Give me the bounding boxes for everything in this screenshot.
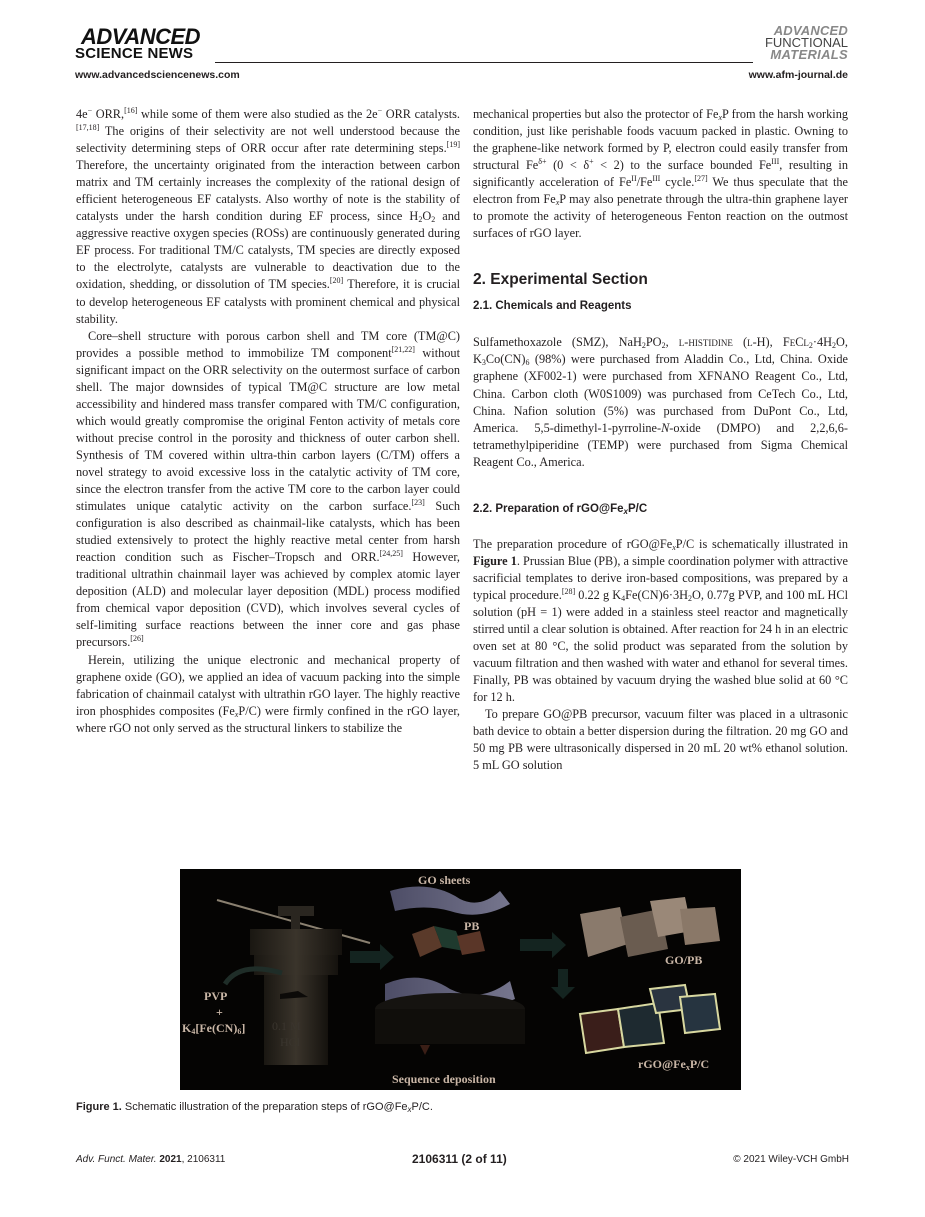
label-pb: PB <box>464 919 480 933</box>
citation-info: Adv. Funct. Mater. 2021, 2106311 <box>76 1154 226 1165</box>
citation[interactable]: [28] <box>561 586 576 596</box>
citation[interactable]: [21,22] <box>391 344 415 354</box>
figure-caption: Figure 1. Schematic illustration of the preparation steps of $rGO@Fe_xP/C$. <box>76 1101 433 1114</box>
subsection-heading: 2.1. Chemicals and Reagents <box>473 300 632 313</box>
paragraph: Core–shell structure with porous carbon shell and TM core (TM@C) provides a possible method to immobilize TM component[21,22] without significant impact on the ORR selectivity on the outermost surface of carbon shell. The major downsides of typical TM@C structure are low metal accessibility and hindered mass transfer compared with TM/C configuration, which would greatly compromise the original Fenton activity of metals core without precise control in the porosity and thickness of outer carbon shell. Synthesis of TM covered within ultra-thin carbon layers (C/TM) offers a novel strategy to avoid excessive loss in the catalytic activity of TM core, since the electron transfer from the active TM core to the carbon layer could stimulates unique catalytic activity on the carbon surface.[23] Such configuration is also described as chainmail-like catalysts, which has been studied extensively to protect the highly reactive metal center from harsh reaction condition such as Fischer–Tropsch and ORR.[24,25] However, traditional ultrathin chainmail layer was achieved by complex atomic layer deposition (ALD) and molecular layer deposition (MDL) process modified from chemical vapor deposition (CVD), which involves several cycles of self-limiting surface reactions between the inner core and gas phase precursors.[26] <box>76 328 460 650</box>
citation[interactable]: [17,18] <box>76 123 100 133</box>
citation[interactable]: [27] <box>694 174 708 184</box>
figure-1-schematic <box>180 869 741 1090</box>
paragraph: The preparation procedure of $rGO@Fe_xP/C$ is schematically illustrated in Figure 1. Prussian Blue (PB), a simple coordination polymer with attractive sacrificial templates to derive iron-based compositions, was prepared by a typical procedure.[28] 0.22 g $K_4Fe(CN)6\cdot 3H_2O$, 0.77g PVP, and 100 mL HCl solution (pH = 1) were added in a stainless steel reactor and magnetically stirred until a clear solution is obtained. After reaction for 24 h in an electric oven set at 80 °C, the solid product was separated from the solution by vacuum filtration and then washed with water and ethanol for several times. Finally, PB was obtained by vacuum drying the washed blue solid at 60 °C for 12 h. <box>473 536 849 705</box>
page-number: 2106311 (2 of 11) <box>412 1152 507 1166</box>
label-go-sheets: GO sheets <box>418 873 471 887</box>
label-sequence-deposition: Sequence deposition <box>392 1072 496 1086</box>
citation[interactable]: [26] <box>130 634 144 644</box>
header-rule <box>215 62 753 63</box>
journal-logo-line2: FUNCTIONAL <box>764 35 848 50</box>
section-heading: 2. Experimental Section <box>473 271 648 289</box>
journal-logo-line1: ADVANCED <box>773 23 848 38</box>
journal-logo-line3: MATERIALS <box>770 47 848 62</box>
journal-logo <box>765 25 848 61</box>
paragraph: mechanical properties but also the protector of $Fe_xP$ from the harsh working condition, just like perishable foods vacuum packed in plastic. Owning to the graphene-like network formed by P, electron could easily transfer from structural $Fe^{\delta+}$ (0 < δ+ < 2) to the surface bounded $Fe^{III}$, resulting in significantly acceleration of $Fe^{II}/Fe^{III}$ cycle.[27] We thus speculate that the electron from $Fe_xP$ may also penetrate through the ultra-thin graphene layer to promote the activity of heterogeneous Fenton reaction on the outmost surfaces of rGO layer. <box>473 107 849 241</box>
publisher-logo-line1: ADVANCED <box>81 24 201 49</box>
label-pvp: PVP <box>204 989 228 1003</box>
label-plus: + <box>216 1005 223 1019</box>
publisher-logo-line2: SCIENCE NEWS <box>75 45 194 62</box>
citation[interactable]: [20] <box>329 276 344 286</box>
paragraph: To prepare GO@PB precursor, vacuum filter was placed in a ultrasonic bath device to obtain a better dispersion during the filtration. 20 mg GO and 50 mg PB were ultrasonically dispersed in 20 mL 20 wt% ethanol solution. 5 mL GO solution <box>473 707 848 773</box>
figure-reference[interactable]: Figure 1 <box>473 553 517 568</box>
label-k4fecn6: $K_4[Fe(CN)_6]$ <box>182 1021 246 1036</box>
publisher-logo <box>75 24 201 62</box>
paragraph: Herein, utilizing the unique electronic and mechanical property of graphene oxide (GO), we applied an idea of vacuum packing into the simple fabrication of chainmail catalyst with ultrathin rGO layer. The highly reactive iron phosphides composites $(Fe_xP/C)$ were firmly confined in the rGO layer, where rGO not only served as the structural linkers to stabilize the <box>76 652 460 735</box>
label-rgo-fexp-c: $rGO@Fe_xP/C$ <box>638 1057 710 1072</box>
copyright: © 2021 Wiley-VCH GmbH <box>733 1154 849 1165</box>
citation[interactable]: [16] <box>124 106 138 115</box>
citation[interactable]: [24,25] <box>379 549 403 559</box>
right-column <box>473 106 848 774</box>
label-hcl: HCl <box>280 1035 301 1049</box>
journal-url[interactable]: www.afm-journal.de <box>748 69 848 81</box>
citation[interactable]: [23] <box>411 498 425 508</box>
publisher-url[interactable]: www.advancedsciencenews.com <box>75 69 240 81</box>
citation[interactable]: [19] <box>446 140 460 150</box>
left-column <box>76 106 460 737</box>
paragraph: Sulfamethoxazole (SMZ), $NaH_2PO_2$, l-histidine (l-H), $FeCl_2\cdot 4H_2O$, $K_3Co(CN)_6$ (98%) were purchased from Aladdin Co., Ltd, China. Oxide graphene (XF002-1) were purchased from XFNANO Reagent Co., Ltd, China. Carbon cloth (W0S1009) was purchased from CeTech Co., Ltd, China. Nafion solution (5%) was purchased from DuPont Co., Ltd, America. 5,5-dimethyl-1-pyrroline-N-oxide (DMPO) and 2,2,6,6-tetramethylpiperidine (TEMP) were purchased from Sigma Chemical Reagent Co., America. <box>473 335 849 469</box>
label-go-pb: GO/PB <box>665 953 703 967</box>
label-hcl-conc: 0.1 M <box>272 1019 301 1033</box>
subsection-heading: 2.2. Preparation of $rGO@Fe_xP/C$ <box>473 502 648 516</box>
paragraph: 4e− ORR,[16] while some of them were also studied as the 2e− ORR catalysts.[17,18] The origins of their selectivity are not well understood because the selectivity determining steps of ORR occur after rate determining steps.[19] Therefore, the uncertainty originated from the interaction between carbon matrix and TM certainly increases the complexity of the rational design of efficient heterogeneous EF catalysts. Also worthy of note is the stability of catalysts under the harsh condition during EF process, since $H_2O_2$ and aggressive reactive oxygen species (ROSs) are continuously generated during EF process. For traditional TM/C catalysts, TM species are directly exposed to the electrolyte, catalysts are vulnerable to deactivation due to the oxidation, shedding, or dissolution of TM species.[20] Therefore, it is crucial to develop heterogeneous EF catalysts with prominent chemical and physical stability. <box>76 106 461 326</box>
